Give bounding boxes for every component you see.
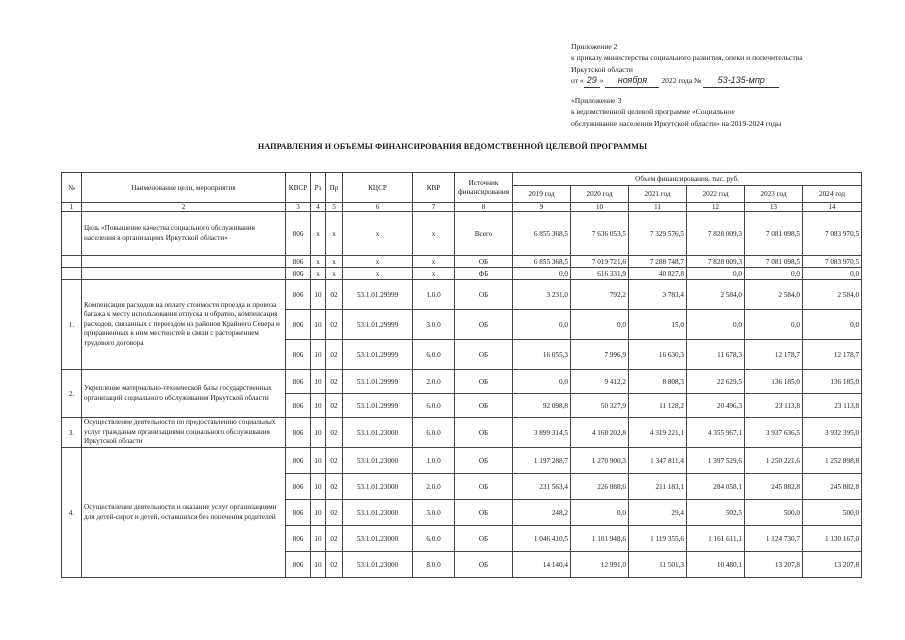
column-index: 10 xyxy=(571,203,629,212)
item-number: 2. xyxy=(62,370,82,418)
cell-amount: 7 288 748,7 xyxy=(629,256,687,268)
column-index: 11 xyxy=(629,203,687,212)
cell-amount: 792,2 xyxy=(571,280,629,310)
item-number: 1. xyxy=(62,280,82,370)
cell-amount: 23 113,8 xyxy=(803,394,862,418)
cell-pr: 02 xyxy=(326,310,343,340)
column-index: 5 xyxy=(326,203,343,212)
cell-kcsr: 53.1.01.29999 xyxy=(343,370,413,394)
cell-src: ОБ xyxy=(455,256,513,268)
cell-amount: 7 081 098,5 xyxy=(745,256,803,268)
header-pr: Пр xyxy=(326,173,343,203)
cell-amount: 7 828 009,3 xyxy=(687,256,745,268)
cell-kcsr: 53.1.01.23000 xyxy=(343,448,413,474)
cell-amount: 1 397 529,6 xyxy=(687,448,745,474)
cell-amount: 0,0 xyxy=(687,310,745,340)
cell-amount: 7 636 053,5 xyxy=(571,212,629,256)
cell-amount: 1 046 410,5 xyxy=(513,526,571,552)
cell-amount: 92 098,8 xyxy=(513,394,571,418)
cell-no xyxy=(62,256,82,268)
cell-amount: 211 183,1 xyxy=(629,474,687,500)
table-row xyxy=(62,212,862,256)
cell-amount: 2 584,0 xyxy=(745,280,803,310)
cell-src: ОБ xyxy=(455,526,513,552)
header-year: 2023 год xyxy=(745,186,803,203)
cell-kvsr: 806 xyxy=(286,394,311,418)
cell-pr: х xyxy=(326,212,343,256)
cell-amount: 2 584,0 xyxy=(803,280,862,310)
column-index: 6 xyxy=(343,203,413,212)
cell-pr: 02 xyxy=(326,552,343,578)
cell-amount: 0,0 xyxy=(745,310,803,340)
cell-src: ОБ xyxy=(455,474,513,500)
item-name: Осуществление деятельности и оказание услуг организациями для детей-сирот и детей, оставшихся без попечения родителей xyxy=(82,448,286,578)
cell-rz: 10 xyxy=(311,500,326,526)
financing-table xyxy=(61,172,862,578)
cell-rz: 10 xyxy=(311,340,326,370)
cell-amount: 9 412,2 xyxy=(571,370,629,394)
cell-amount: 6 855 368,5 xyxy=(513,256,571,268)
cell-kvsr: 806 xyxy=(286,280,311,310)
item-name: Компенсация расходов на оплату стоимости проезда и провоза багажа к месту использования отпуска и обратно, компенсация расходов, связанных с переездом из районов Крайнего Севера и приравненных к ним местностей в связи с расторжением трудового договора xyxy=(82,280,286,370)
table-row xyxy=(62,370,862,394)
cell-amount: 8 808,3 xyxy=(629,370,687,394)
cell-amount: 13 207,8 xyxy=(803,552,862,578)
handwritten-order-number: 53-135-мпр xyxy=(703,75,779,87)
cell-amount: 12 178,7 xyxy=(745,340,803,370)
cell-amount: 502,5 xyxy=(687,500,745,526)
cell-amount: 136 185,0 xyxy=(803,370,862,394)
cell-amount: 15,0 xyxy=(629,310,687,340)
cell-amount: 7 083 970,5 xyxy=(803,212,862,256)
handwritten-day: 29 xyxy=(584,75,600,87)
cell-amount: 20 496,3 xyxy=(687,394,745,418)
cell-rz: 10 xyxy=(311,552,326,578)
cell-kvsr: 806 xyxy=(286,268,311,280)
cell-kvr: 8.0.0 xyxy=(413,552,455,578)
program-ref-line3: обслуживание населения Иркутской области» на 2019-2024 годы xyxy=(571,118,782,128)
appendix-region: Иркутской области xyxy=(571,64,633,74)
cell-kvsr: 806 xyxy=(286,448,311,474)
item-number: 3. xyxy=(62,418,82,448)
cell-amount: 3 783,4 xyxy=(629,280,687,310)
cell-amount: 14 140,4 xyxy=(513,552,571,578)
cell-kvsr: 806 xyxy=(286,256,311,268)
appendix-ministry: к приказу министерства социального развития, опеки и попечительства xyxy=(571,53,803,63)
cell-amount: 284 058,1 xyxy=(687,474,745,500)
item-number: 4. xyxy=(62,448,82,578)
cell-kvsr: 806 xyxy=(286,340,311,370)
header-year: 2021 год xyxy=(629,186,687,203)
cell-amount: 500,0 xyxy=(803,500,862,526)
cell-amount: 0,0 xyxy=(571,500,629,526)
cell-amount: 3 231,0 xyxy=(513,280,571,310)
cell-amount: 0,0 xyxy=(687,268,745,280)
document-title: НАПРАВЛЕНИЯ И ОБЪЕМЫ ФИНАНСИРОВАНИЯ ВЕДОМСТВЕННОЙ ЦЕЛЕВОЙ ПРОГРАММЫ xyxy=(257,142,648,151)
handwritten-month: ноября xyxy=(605,75,659,87)
column-index: 2 xyxy=(82,203,286,212)
cell-amount: 1 124 730,7 xyxy=(745,526,803,552)
cell-amount: 7 996,9 xyxy=(571,340,629,370)
header-kvr: КВР xyxy=(413,173,455,203)
cell-kvr: 1.0.0 xyxy=(413,448,455,474)
cell-amount: 7 083 970,5 xyxy=(803,256,862,268)
cell-kvsr: 806 xyxy=(286,310,311,340)
cell-rz: 10 xyxy=(311,526,326,552)
cell-amount: 11 501,3 xyxy=(629,552,687,578)
cell-kvr: 2.0.0 xyxy=(413,370,455,394)
cell-amount: 3 937 636,5 xyxy=(745,418,803,448)
cell-rz: х xyxy=(311,268,326,280)
cell-amount: 7 081 098,5 xyxy=(745,212,803,256)
cell-kvr: 3.0.0 xyxy=(413,310,455,340)
cell-amount: 16 055,3 xyxy=(513,340,571,370)
header-year: 2020 год xyxy=(571,186,629,203)
cell-pr: х xyxy=(326,268,343,280)
cell-rz: 10 xyxy=(311,280,326,310)
cell-pr: 02 xyxy=(326,370,343,394)
header-year: 2019 год xyxy=(513,186,571,203)
cell-kvsr: 806 xyxy=(286,370,311,394)
cell-amount: 1 250 221,6 xyxy=(745,448,803,474)
column-index: 4 xyxy=(311,203,326,212)
cell-kvsr: 806 xyxy=(286,212,311,256)
cell-amount: 11 128,2 xyxy=(629,394,687,418)
index-row xyxy=(62,203,862,212)
cell-amount: 6 855 368,5 xyxy=(513,212,571,256)
cell-kcsr: х xyxy=(343,256,413,268)
cell-kvsr: 806 xyxy=(286,418,311,448)
column-index: 12 xyxy=(687,203,745,212)
cell-amount: 1 130 167,0 xyxy=(803,526,862,552)
cell-pr: 02 xyxy=(326,500,343,526)
cell-rz: 10 xyxy=(311,418,326,448)
cell-kvr: 1.0.0 xyxy=(413,280,455,310)
cell-pr: х xyxy=(326,256,343,268)
column-index: 1 xyxy=(62,203,82,212)
cell-kvr: 6.0.0 xyxy=(413,418,455,448)
date-year: 2022 года № xyxy=(661,76,702,86)
cell-amount: 1 197 288,7 xyxy=(513,448,571,474)
cell-amount: 7 019 721,6 xyxy=(571,256,629,268)
column-index: 3 xyxy=(286,203,311,212)
cell-amount: 1 119 355,6 xyxy=(629,526,687,552)
item-name: Укрепление материально-технической базы государственных организаций социального обслуживания Иркутской области xyxy=(82,370,286,418)
cell-kvr: 6.0.0 xyxy=(413,526,455,552)
cell-src: ОБ xyxy=(455,418,513,448)
date-mid: » xyxy=(599,76,604,86)
cell-kcsr: 53.1.01.29999 xyxy=(343,310,413,340)
cell-kvr: х xyxy=(413,212,455,256)
header-kvsr: КВСР xyxy=(286,173,311,203)
goal-section xyxy=(62,212,862,280)
cell-amount: 13 207,8 xyxy=(745,552,803,578)
cell-amount: 616 331,9 xyxy=(571,268,629,280)
header-name: Наименование цели, мероприятия xyxy=(82,173,286,203)
cell-amount: 1 161 611,1 xyxy=(687,526,745,552)
cell-pr: 02 xyxy=(326,526,343,552)
cell-rz: 10 xyxy=(311,370,326,394)
cell-kvsr: 806 xyxy=(286,474,311,500)
cell-kvr: 3.0.0 xyxy=(413,500,455,526)
cell-amount: 500,0 xyxy=(745,500,803,526)
table-row xyxy=(62,280,862,310)
cell-rz: 10 xyxy=(311,310,326,340)
cell-amount: 0,0 xyxy=(571,310,629,340)
cell-pr: 02 xyxy=(326,340,343,370)
cell-src: ОБ xyxy=(455,340,513,370)
table-row xyxy=(62,256,862,268)
cell-kcsr: 53.1.01.23000 xyxy=(343,418,413,448)
cell-rz: 10 xyxy=(311,448,326,474)
appendix-header xyxy=(571,41,871,88)
cell-kcsr: 53.1.01.23000 xyxy=(343,526,413,552)
cell-rz: х xyxy=(311,212,326,256)
cell-pr: 02 xyxy=(326,418,343,448)
cell-amount: 7 329 576,5 xyxy=(629,212,687,256)
cell-src: ОБ xyxy=(455,394,513,418)
cell-kcsr: 53.1.01.29999 xyxy=(343,394,413,418)
cell-amount: 248,2 xyxy=(513,500,571,526)
column-index: 14 xyxy=(803,203,862,212)
cell-pr: 02 xyxy=(326,448,343,474)
item-name: Осуществление деятельности по предоставлению социальных услуг гражданам организациями социального обслуживания Иркутской области xyxy=(82,418,286,448)
cell-kcsr: 53.1.01.23000 xyxy=(343,500,413,526)
header-kcsr: КЦСР xyxy=(343,173,413,203)
cell-rz: х xyxy=(311,256,326,268)
cell-kcsr: 53.1.01.29999 xyxy=(343,340,413,370)
cell-kvsr: 806 xyxy=(286,500,311,526)
cell-amount: 7 828 009,3 xyxy=(687,212,745,256)
cell-amount: 16 630,3 xyxy=(629,340,687,370)
cell-kcsr: х xyxy=(343,212,413,256)
cell-kcsr: 53.1.01.23000 xyxy=(343,474,413,500)
cell-src: ОБ xyxy=(455,448,513,474)
cell-src: ФБ xyxy=(455,268,513,280)
cell-pr: 02 xyxy=(326,474,343,500)
header-year: 2022 год xyxy=(687,186,745,203)
table-row xyxy=(62,418,862,448)
cell-kvr: 6.0.0 xyxy=(413,340,455,370)
cell-src: ОБ xyxy=(455,370,513,394)
appendix-date-line xyxy=(571,75,871,87)
cell-rz: 10 xyxy=(311,394,326,418)
header-volume: Объем финансирования, тыс. руб. xyxy=(513,173,862,186)
table-row xyxy=(62,448,862,474)
cell-amount: 4 168 202,8 xyxy=(571,418,629,448)
cell-src: ОБ xyxy=(455,280,513,310)
cell-amount: 0,0 xyxy=(803,310,862,340)
cell-pr: 02 xyxy=(326,394,343,418)
cell-kvsr: 806 xyxy=(286,526,311,552)
column-index: 8 xyxy=(455,203,513,212)
cell-amount: 1 347 811,4 xyxy=(629,448,687,474)
cell-kvr: 2.0.0 xyxy=(413,474,455,500)
cell-amount: 12 178,7 xyxy=(803,340,862,370)
cell-amount: 245 882,8 xyxy=(745,474,803,500)
appendix-title: Приложение 2 xyxy=(571,42,618,51)
cell-amount: 4 355 967,1 xyxy=(687,418,745,448)
cell-amount: 0,0 xyxy=(803,268,862,280)
header-row-1 xyxy=(62,173,862,186)
cell-src: ОБ xyxy=(455,552,513,578)
cell-name xyxy=(82,268,286,280)
cell-kvr: х xyxy=(413,256,455,268)
cell-no xyxy=(62,268,82,280)
cell-amount: 3 899 314,5 xyxy=(513,418,571,448)
header-year: 2024 год xyxy=(803,186,862,203)
program-reference xyxy=(571,95,891,129)
cell-no xyxy=(62,212,82,256)
cell-amount: 10 480,1 xyxy=(687,552,745,578)
cell-pr: 02 xyxy=(326,280,343,310)
header-no: № xyxy=(62,173,82,203)
cell-amount: 4 319 221,1 xyxy=(629,418,687,448)
cell-amount: 245 882,8 xyxy=(803,474,862,500)
cell-rz: 10 xyxy=(311,474,326,500)
items-section xyxy=(62,280,862,578)
cell-amount: 0,0 xyxy=(745,268,803,280)
cell-name xyxy=(82,256,286,268)
cell-amount: 40 827,8 xyxy=(629,268,687,280)
cell-amount: 1 270 900,3 xyxy=(571,448,629,474)
column-index: 7 xyxy=(413,203,455,212)
cell-amount: 231 563,4 xyxy=(513,474,571,500)
cell-kcsr: х xyxy=(343,268,413,280)
cell-amount: 0,0 xyxy=(513,268,571,280)
cell-kvr: 6.0.0 xyxy=(413,394,455,418)
program-ref-title: «Приложение 3 xyxy=(571,96,622,105)
cell-amount: 29,4 xyxy=(629,500,687,526)
cell-amount: 136 185,0 xyxy=(745,370,803,394)
cell-kvr: х xyxy=(413,268,455,280)
cell-amount: 3 932 395,0 xyxy=(803,418,862,448)
cell-kvsr: 806 xyxy=(286,552,311,578)
cell-src: Всего xyxy=(455,212,513,256)
header-rz: Рз xyxy=(311,173,326,203)
cell-src: ОБ xyxy=(455,310,513,340)
cell-amount: 0,0 xyxy=(513,370,571,394)
cell-src: ОБ xyxy=(455,500,513,526)
column-index: 13 xyxy=(745,203,803,212)
cell-amount: 22 629,5 xyxy=(687,370,745,394)
cell-amount: 1 101 948,6 xyxy=(571,526,629,552)
table-row xyxy=(62,268,862,280)
cell-amount: 12 991,0 xyxy=(571,552,629,578)
goal-name: Цель «Повышение качества социального обслуживания населения в организациях Иркутской области» xyxy=(82,212,286,256)
date-prefix: от « xyxy=(571,76,584,86)
column-index: 9 xyxy=(513,203,571,212)
cell-amount: 226 888,6 xyxy=(571,474,629,500)
header-source: Источник финансирования xyxy=(455,173,513,203)
cell-kcsr: 53.1.01.29999 xyxy=(343,280,413,310)
cell-amount: 23 113,8 xyxy=(745,394,803,418)
program-ref-line2: к ведомственной целевой программе «Социальное xyxy=(571,107,735,117)
cell-amount: 50 327,9 xyxy=(571,394,629,418)
cell-amount: 11 678,3 xyxy=(687,340,745,370)
cell-amount: 2 584,0 xyxy=(687,280,745,310)
cell-amount: 0,0 xyxy=(513,310,571,340)
cell-amount: 1 252 898,8 xyxy=(803,448,862,474)
cell-kcsr: 53.1.01.23000 xyxy=(343,552,413,578)
